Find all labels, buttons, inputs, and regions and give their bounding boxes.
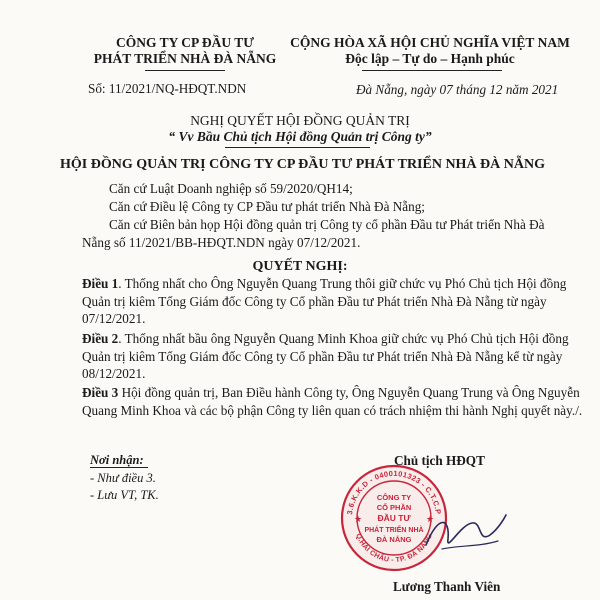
article-1: Điều 1. Thống nhất cho Ông Nguyễn Quang Trung thôi giữ chức vụ Phó Chủ tịch Hội đồng Quản trị kiêm Tổng Giám đốc Công ty Cổ phần Đầu tư Phát triển Nhà Đà Nẵng từ ngày 07/12/2021. <box>82 276 567 326</box>
seal-ring-bottom-text: Q.HẢI CHÂU - TP. ĐÀ NẴNG <box>354 532 434 565</box>
company-underline <box>145 70 225 71</box>
handwritten-signature <box>420 505 510 560</box>
resolution-subject: “ Vv Bầu Chủ tịch Hội đồng Quản trị Công ty” <box>168 129 432 144</box>
seal-center-line-1: CÔNG TY <box>376 493 412 502</box>
basis-law: Căn cứ Luật Doanh nghiệp số 59/2020/QH14; <box>109 181 353 196</box>
document-number: Số: 11/2021/NQ-HĐQT.NDN <box>88 81 247 96</box>
basis-charter: Căn cứ Điều lệ Công ty CP Đầu tư phát triển Nhà Đà Nẵng; <box>109 199 425 214</box>
seal-center-line-3: ĐẦU TƯ <box>377 513 411 523</box>
basis-minutes-line1: Căn cứ Biên bản họp Hội đồng quản trị Công ty cổ phần Đầu tư Phát triển Nhà Đà <box>109 217 545 232</box>
resolution-title: NGHỊ QUYẾT HỘI ĐỒNG QUẢN TRỊ <box>190 113 410 128</box>
seal-center-line-4: PHÁT TRIỂN NHÀ <box>364 527 424 534</box>
signer-name: Lương Thanh Viên <box>393 579 501 594</box>
nation-name: CỘNG HÒA XÃ HỘI CHỦ NGHĨA VIỆT NAM <box>290 35 570 50</box>
seal-ring-top-text: 3.6.K.K.D - 0400101323 - C.T.C.P <box>345 468 443 516</box>
seal-center-line-2: CỔ PHẦN <box>376 503 412 512</box>
article-1-label: Điều 1 <box>82 276 119 291</box>
national-motto: Độc lập – Tự do – Hạnh phúc <box>345 51 515 66</box>
board-heading: HỘI ĐỒNG QUẢN TRỊ CÔNG TY CP ĐẦU TƯ PHÁT TRIỂN NHÀ ĐÀ NẴNG <box>60 157 545 172</box>
article-2-label: Điều 2 <box>82 331 119 346</box>
article-1-text: Thống nhất cho Ông Nguyễn Quang Trung thôi giữ chức vụ Phó Chủ tịch Hội đồng Quản trị kiêm Tổng Giám đốc Công ty Cổ phần Đầu tư Phát triển Nhà Đà Nẵng từ ngày 07/12/2021. <box>82 276 567 326</box>
article-2-text: Thống nhất bầu ông Nguyễn Quang Minh Khoa giữ chức vụ Phó Chủ tịch Hội đồng Quản trị kiêm Tổng Giám đốc Công ty Cổ phần Đầu tư Phát triển Nhà Đà Nẵng kể từ ngày 08/12/2021. <box>82 331 569 381</box>
signer-role: Chủ tịch HĐQT <box>394 453 485 468</box>
article-3-text: Hội đồng quản trị, Ban Điều hành Công ty, Ông Nguyễn Quang Trung và Ông Nguyễn Quang Minh Khoa và các bộ phận Công ty liên quan có trách nhiệm thi hành Nghị quyết này./. <box>82 385 583 418</box>
article-2: Điều 2. Thống nhất bầu ông Nguyễn Quang Minh Khoa giữ chức vụ Phó Chủ tịch Hội đồng Quản trị kiêm Tổng Giám đốc Công ty Cổ phần Đầu tư Phát triển Nhà Đà Nẵng kể từ ngày 08/12/2021. <box>82 331 569 381</box>
company-name-line2: PHÁT TRIỂN NHÀ ĐÀ NẴNG <box>93 51 277 66</box>
motto-underline <box>362 70 502 71</box>
recipient-item-2: - Lưu VT, TK. <box>90 488 159 502</box>
recipients-heading: Nơi nhận: <box>90 453 144 467</box>
company-name-line1: CÔNG TY CP ĐẦU TƯ <box>115 35 254 50</box>
recipient-item-1: - Như điều 3. <box>90 471 156 485</box>
subject-underline <box>225 147 370 148</box>
seal-star-right: ★ <box>425 514 435 524</box>
seal-star-left: ★ <box>353 514 363 524</box>
resolution-heading: QUYẾT NGHỊ: <box>252 259 348 274</box>
seal-center-line-5: ĐÀ NẴNG <box>376 535 412 544</box>
basis-minutes-line2: Nẵng số 11/2021/BB-HĐQT.NDN ngày 07/12/2021. <box>82 235 361 250</box>
recipients-underline <box>90 467 148 468</box>
article-3 <box>82 384 587 419</box>
place-and-date: Đà Nẵng, ngày 07 tháng 12 năm 2021 <box>356 82 559 97</box>
article-3-label: Điều 3 <box>82 385 119 400</box>
